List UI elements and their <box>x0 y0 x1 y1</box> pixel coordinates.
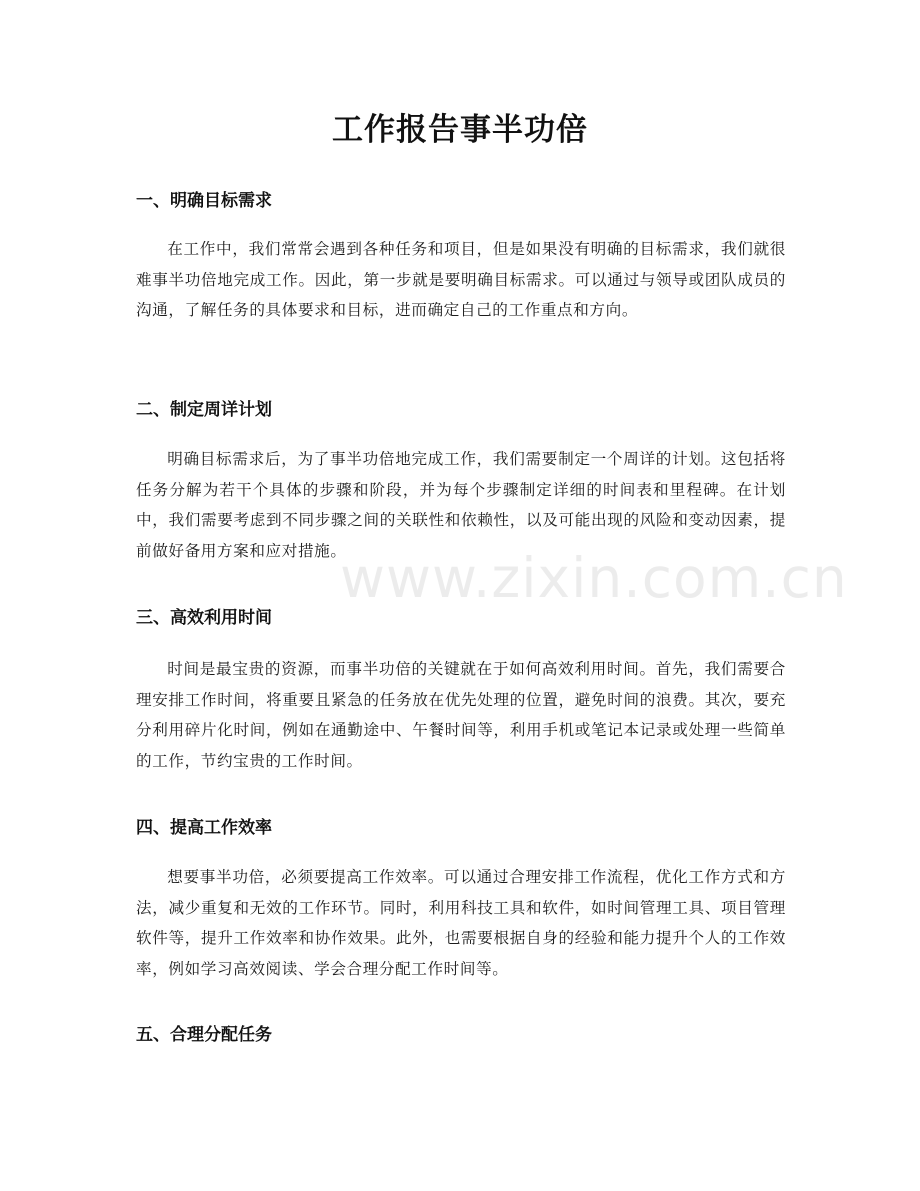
section-heading-2: 二、制定周详计划 <box>136 400 272 420</box>
watermark: www.zixin.com.cn <box>340 546 848 610</box>
section-paragraph-2: 明确目标需求后，为了事半功倍地完成工作，我们需要制定一个周详的计划。这包括将任务分解为若干个具体的步骤和阶段，并为每个步骤制定详细的时间表和里程碑。在计划中，我们需要考虑到不同步骤之间的关联性和依赖性，以及可能出现的风险和变动因素，提前做好备用方案和应对措施。 <box>136 450 786 560</box>
section-paragraph-3: 时间是最宝贵的资源，而事半功倍的关键就在于如何高效利用时间。首先，我们需要合理安排工作时间，将重要且紧急的任务放在优先处理的位置，避免时间的浪费。其次，要充分利用碎片化时间，例如在通勤途中、午餐时间等，利用手机或笔记本记录或处理一些简单的工作，节约宝贵的工作时间。 <box>136 660 786 770</box>
section-heading-3: 三、高效利用时间 <box>136 608 272 628</box>
section-paragraph-1: 在工作中，我们常常会遇到各种任务和项目，但是如果没有明确的目标需求，我们就很难事半功倍地完成工作。因此，第一步就是要明确目标需求。可以通过与领导或团队成员的沟通，了解任务的具体要求和目标，进而确定自己的工作重点和方向。 <box>136 240 786 319</box>
section-paragraph-4: 想要事半功倍，必须要提高工作效率。可以通过合理安排工作流程，优化工作方式和方法，减少重复和无效的工作环节。同时，利用科技工具和软件，如时间管理工具、项目管理软件等，提升工作效率和协作效果。此外，也需要根据自身的经验和能力提升个人的工作效率，例如学习高效阅读、学会合理分配工作时间等。 <box>136 868 786 978</box>
section-heading-5: 五、合理分配任务 <box>136 1025 272 1045</box>
document-title: 工作报告事半功倍 <box>332 112 588 148</box>
section-heading-1: 一、明确目标需求 <box>136 191 272 211</box>
section-heading-4: 四、提高工作效率 <box>136 818 272 838</box>
